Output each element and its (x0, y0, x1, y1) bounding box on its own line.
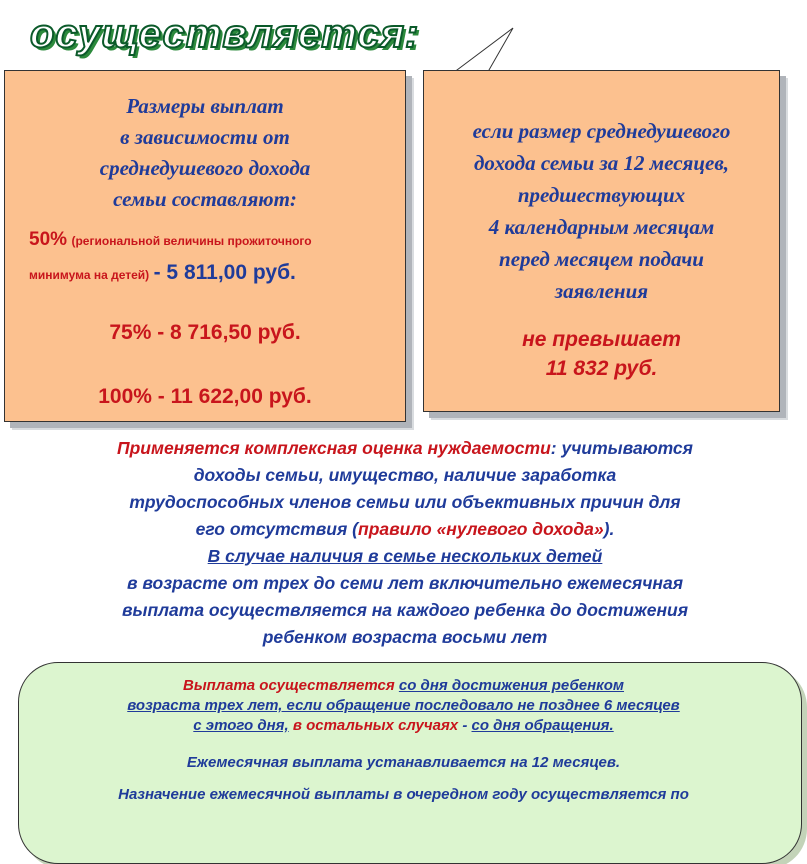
tier-50-amount: минимума на детей) - 5 811,00 руб. (29, 261, 296, 284)
payment-sizes-intro: Размеры выплат в зависимости от среднедушевого дохода семьи составляют: (99, 94, 311, 211)
needs-assessment-text: Применяется комплексная оценка нуждаемости: учитываются доходы семьи, имущество, наличие заработка трудоспособных членов семьи или объективных причин для его отсутствия (правило «нулевого дохода»). В случае наличия в семье нескольких детей в возрасте от трех до семи лет включительно ежемесячная выплата осуществляется на каждого ребенка до достижения ребенком возраста восьми лет (40, 435, 770, 651)
headline: осуществляется: (30, 12, 420, 56)
income-condition-text: если размер среднедушевого дохода семьи за 12 месяцев, предшествующих 4 календарным месяцам перед месяцем подачи заявления (472, 119, 731, 303)
next-year-assignment-text: Назначение ежемесячной выплаты в очередном году осуществляется по (118, 786, 689, 803)
tier-75-percent: 75% - 8 716,50 руб. (109, 321, 301, 344)
several-children-heading: В случае наличия в семье нескольких детей (207, 546, 603, 566)
payment-start-text: Выплата осуществляется со дня достижения ребенком возраста трех лет, если обращение последовало не позднее 6 месяцев с этого дня, в остальных случаях - со дня обращения. (127, 677, 680, 734)
income-condition-box (423, 70, 780, 412)
tier-50-percent: 50% (региональной величины прожиточного (29, 229, 312, 250)
payment-duration-text: Ежемесячная выплата устанавливается на 12 месяцев. (186, 754, 621, 771)
zero-income-rule-line: его отсутствия (правило «нулевого дохода»). (195, 519, 615, 539)
needs-assessment-line-1: Применяется комплексная оценка нуждаемости: учитываются (117, 438, 693, 458)
payment-sizes-box (4, 70, 406, 422)
income-limit: не превышает 11 832 руб. (522, 328, 681, 380)
tier-100-percent: 100% - 11 622,00 руб. (98, 385, 312, 408)
